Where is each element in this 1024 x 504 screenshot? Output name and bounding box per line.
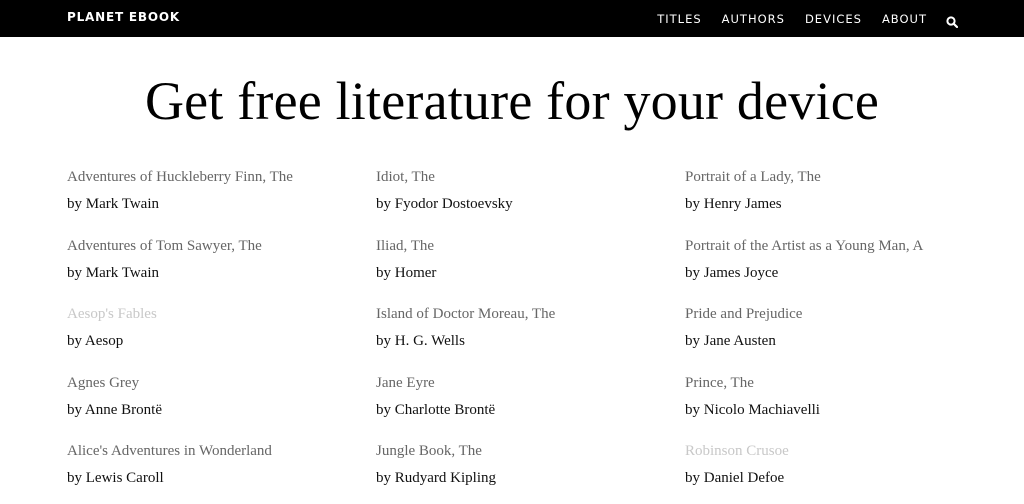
book-item <box>685 372 985 441</box>
book-item <box>376 303 676 372</box>
book-item <box>685 166 985 235</box>
book-item <box>67 372 367 441</box>
nav-devices-link[interactable]: DEVICES <box>804 11 862 26</box>
book-title-link[interactable]: Island of Doctor Moreau, The <box>376 306 556 322</box>
book-author: by Aesop <box>67 333 124 349</box>
nav-authors-link[interactable]: AUTHORS <box>721 11 785 26</box>
book-author: by H. G. Wells <box>376 333 465 349</box>
book-title-link[interactable]: Jungle Book, The <box>376 443 482 459</box>
nav-about-link[interactable]: ABOUT <box>881 11 927 26</box>
book-title-link[interactable]: Robinson Crusoe <box>685 443 789 459</box>
book-item <box>67 166 367 235</box>
book-author: by Charlotte Brontë <box>376 401 496 418</box>
book-title-link[interactable]: Jane Eyre <box>376 374 435 391</box>
book-author: by Rudyard Kipling <box>376 470 496 486</box>
book-title-link[interactable]: Iliad, The <box>376 237 435 254</box>
book-title-link[interactable]: Agnes Grey <box>67 374 140 391</box>
book-author: by Nicolo Machiavelli <box>685 401 820 418</box>
book-author: by Anne Brontë <box>67 401 162 418</box>
book-author: by Daniel Defoe <box>685 470 785 486</box>
book-author: by Mark Twain <box>67 264 159 281</box>
search-icon[interactable] <box>946 13 958 25</box>
book-item <box>376 440 676 504</box>
book-item <box>376 372 676 441</box>
book-column-2 <box>376 166 676 504</box>
nav-titles-link[interactable]: TITLES <box>657 11 702 26</box>
book-author: by Henry James <box>685 196 782 212</box>
book-author: by James Joyce <box>685 264 779 281</box>
book-item <box>376 235 676 304</box>
book-column-1 <box>67 166 367 504</box>
book-title-link[interactable]: Prince, The <box>685 374 754 391</box>
book-title-link[interactable]: Alice's Adventures in Wonderland <box>67 443 272 459</box>
main-nav <box>637 12 958 26</box>
book-item <box>685 440 985 504</box>
page-headline: Get free literature for your device <box>144 71 880 131</box>
book-item <box>376 166 676 235</box>
book-title-link[interactable]: Adventures of Huckleberry Finn, The <box>67 169 293 185</box>
book-author: by Homer <box>376 264 437 281</box>
top-navbar <box>0 0 1024 37</box>
book-item <box>67 440 367 504</box>
book-title-link[interactable]: Pride and Prejudice <box>685 306 803 322</box>
book-title-link[interactable]: Portrait of the Artist as a Young Man, A <box>685 237 924 254</box>
book-item <box>67 303 367 372</box>
brand-logo-link[interactable]: PLANET EBOOK <box>67 10 180 24</box>
search-icon-glyph <box>946 16 958 28</box>
book-title-link[interactable]: Idiot, The <box>376 169 435 185</box>
book-item <box>685 235 985 304</box>
book-author: by Lewis Caroll <box>67 470 164 486</box>
book-author: by Jane Austen <box>685 333 776 349</box>
book-title-link[interactable]: Aesop's Fables <box>67 306 157 322</box>
book-item <box>685 303 985 372</box>
book-title-link[interactable]: Portrait of a Lady, The <box>685 169 821 185</box>
book-title-link[interactable]: Adventures of Tom Sawyer, The <box>67 237 262 254</box>
book-author: by Mark Twain <box>67 196 159 212</box>
book-item <box>67 235 367 304</box>
book-column-3 <box>685 166 985 504</box>
book-author: by Fyodor Dostoevsky <box>376 196 513 212</box>
